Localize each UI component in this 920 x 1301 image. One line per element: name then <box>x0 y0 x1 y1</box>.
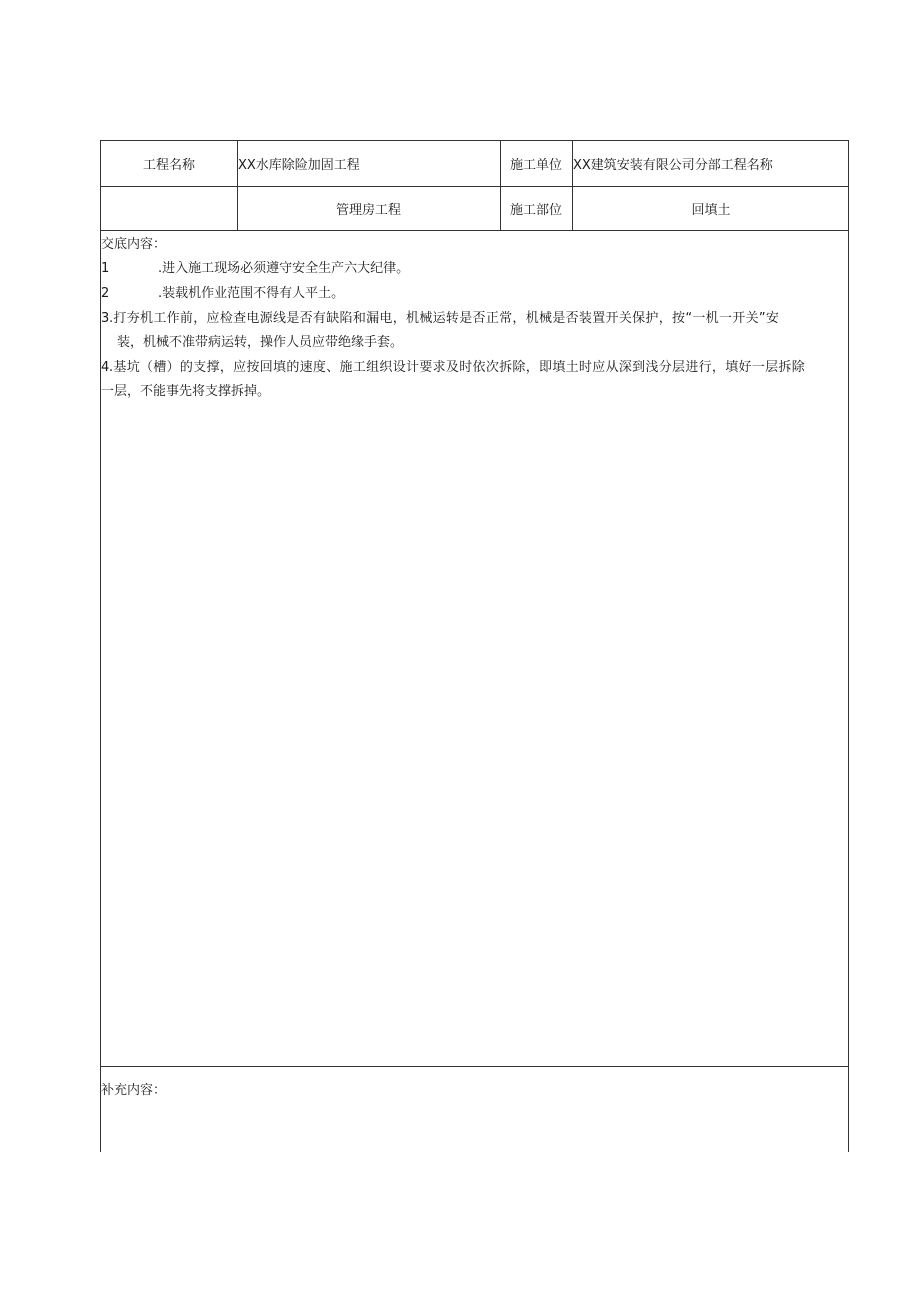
disclosure-form <box>100 140 849 1152</box>
item-text: .进入施工现场必须遵守安全生产六大纪律。 <box>158 261 410 276</box>
item-number: 2 <box>101 286 110 301</box>
item-text: .装载机作业范围不得有人平土。 <box>158 286 345 301</box>
item-text-continued: 一层，不能事先将支撑拆掉。 <box>101 384 271 399</box>
item-text: .基坑（槽）的支撑，应按回填的速度、施工组织设计要求及时依次拆除，即填土时应从深到浅分层进行，填好一层拆除 <box>109 360 806 375</box>
column-divider <box>500 141 501 231</box>
content-heading: 交底内容： <box>101 237 167 252</box>
supplement-heading: 补充内容： <box>101 1083 167 1098</box>
item-text: .打夯机工作前，应检查电源线是否有缺陷和漏电，机械运转是否正常，机械是否装置开关保护，按“一机一开关”安 <box>109 311 780 326</box>
list-item <box>101 282 841 306</box>
header-row-2 <box>101 187 848 231</box>
list-item <box>101 356 841 404</box>
construction-unit-label: 施工单位 <box>509 158 562 173</box>
item-number: 3 <box>101 311 110 326</box>
item-text-continued: 装，机械不准带病运转，操作人员应带绝缘手套。 <box>117 335 404 350</box>
project-name-label: 工程名称 <box>142 158 195 173</box>
list-item <box>101 257 841 281</box>
disclosure-content-section <box>101 231 848 1067</box>
sub-project-value: 管理房工程 <box>335 203 401 218</box>
item-number: 1 <box>101 261 110 276</box>
blank-label-cell <box>101 187 237 230</box>
construction-unit-value: XX建筑安装有限公司分部工程名称 <box>573 158 773 173</box>
list-item <box>101 307 841 355</box>
header-row-1 <box>101 141 848 187</box>
column-divider <box>237 141 238 231</box>
project-name-value: XX水库除险加固工程 <box>238 158 360 173</box>
column-divider <box>572 141 573 231</box>
construction-part-label: 施工部位 <box>509 203 562 218</box>
item-number: 4 <box>101 360 110 375</box>
construction-part-value: 回填土 <box>691 203 731 218</box>
